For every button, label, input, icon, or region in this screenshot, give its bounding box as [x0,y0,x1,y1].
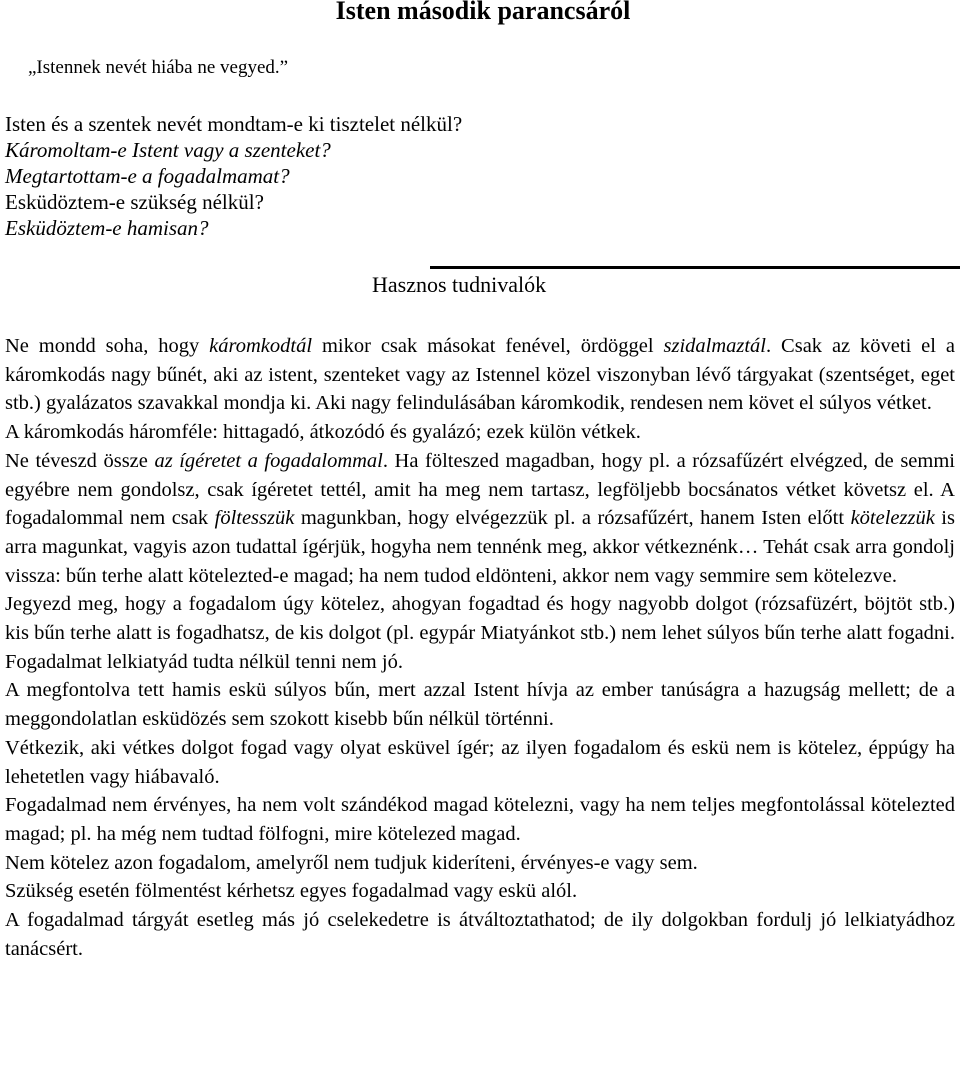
text-run: mikor csak másokat fenével, ördöggel [312,335,664,357]
emphasis: kötelezzük [850,507,935,530]
question-item: Esküdöztem-e hamisan? [5,216,209,240]
text-run: . Csak az követi el a káromkodás nagy bűnét, aki az istent, szenteket vagy az Istennel közel viszonyban lévő tárgyakat (szentséget, eget stb.) gyalázatos szavakkal mondja ki. Aki nagy felindulásában káromkodik, rendesen nem követ el súlyos vétket. [5,335,955,415]
page-title: Isten második parancsáról [335,0,631,25]
emphasis: az ígéretet a fogadalommal [154,449,383,472]
text-run: . Ha fölteszed magadban, hogy pl. a rózsafűzért elvégzed, de semmi egyébre nem gondolsz, csak ígéretet tettél, amit ha meg nem tartasz, legföljebb bocsánatos vétket követsz el. A fogadalommal nem csak [5,449,955,530]
paragraph: Fogadalmad nem érvényes, ha nem volt szándékod magad kötelezni, vagy ha nem teljes megfontolással kötelezted magad; pl. ha még nem tudtad fölfogni, mire kötelezed magad. [5,794,955,845]
paragraph: A káromkodás háromféle: hittagadó, átkozódó és gyalázó; ezek külön vétkek. [5,421,641,444]
paragraph: Vétkezik, aki vétkes dolgot fogad vagy olyat esküvel ígér; az ilyen fogadalom és eskü nem is kötelez, éppúgy ha lehetetlen vagy hiábavaló. [5,736,955,788]
paragraph: Szükség esetén fölmentést kérhetsz egyes fogadalmad vagy eskü alól. [5,880,578,903]
section-divider [430,266,960,269]
text-run: Ne téveszd össze [5,449,155,472]
motto-quote: „Istennek nevét hiába ne vegyed.” [28,57,289,78]
question-item: Megtartottam-e a fogadalmamat? [5,164,290,188]
question-item: Isten és a szentek nevét mondtam-e ki tisztelet nélkül? [5,112,463,136]
examination-questions [5,111,462,241]
emphasis: szidalmaztál [663,335,767,357]
text-run: Ne mondd soha, hogy [5,335,210,357]
section-heading: Hasznos tudnivalók [372,272,547,297]
paragraph: A megfontolva tett hamis eskü súlyos bűn, mert azzal Istent hívja az ember tanúságra a hazugság mellett; de a meggondolatlan esküdözés sem szokott kisebb bűn nélkül történni. [5,679,955,731]
paragraph: A fogadalmad tárgyát esetleg más jó cselekedetre is átváltoztathatod; de ily dolgokban fordulj jó lelkiatyádhoz tanácsért. [5,909,955,960]
text-run: magunkban, hogy elvégezzük pl. a rózsafűzért, hanem Isten előtt [294,507,851,530]
body-text [5,332,955,963]
emphasis: káromkodtál [209,335,313,357]
question-item: Esküdöztem-e szükség nélkül? [5,190,264,214]
paragraph [5,332,955,418]
paragraph [5,447,955,591]
question-item: Káromoltam-e Istent vagy a szenteket? [5,138,331,162]
paragraph: Jegyezd meg, hogy a fogadalom úgy kötelez, ahogyan fogadtad és hogy nagyobb dolgot (rózsafüzért, böjtöt stb.) kis bűn terhe alatt is fogadhatsz, de kis dolgot (pl. egypár Miatyánkot stb.) nem lehet súlyos bűn terhe alatt fogadni. Fogadalmat lelkiatyád tudta nélkül tenni nem jó. [5,593,955,673]
text-run: is arra magunkat, vagyis azon tudattal ígérjük, hogyha nem tennénk meg, akkor vétkeznénk… Tehát csak arra gondolj vissza: bűn terhe alatt kötelezted-e magad; ha nem tudod eldönteni, akkor nem vagy semmire sem kötelezve. [5,507,955,587]
paragraph: Nem kötelez azon fogadalom, amelyről nem tudjuk kideríteni, érvényes-e vagy sem. [5,851,698,874]
emphasis: föltesszük [214,507,295,530]
